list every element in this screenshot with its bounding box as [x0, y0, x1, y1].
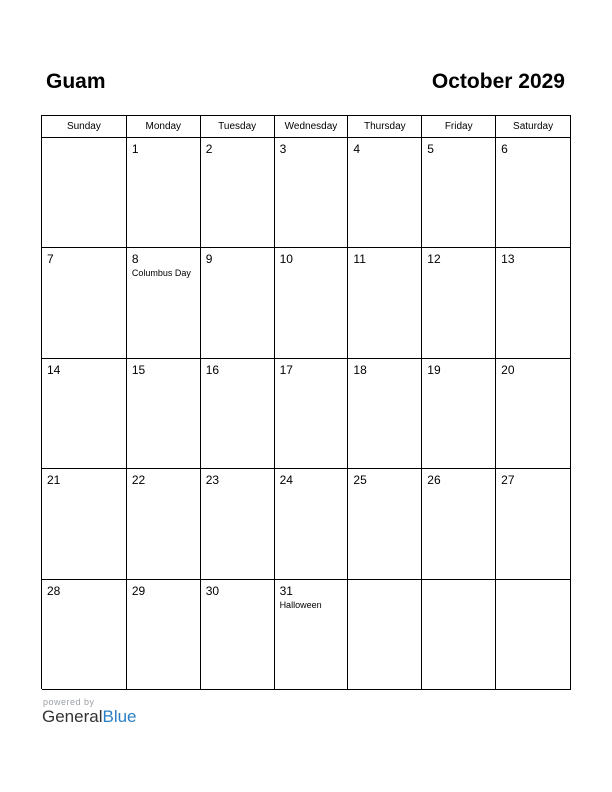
- day-number: 16: [205, 362, 220, 377]
- day-cell: [496, 248, 571, 358]
- day-cell: [496, 359, 571, 469]
- day-cell: [201, 580, 275, 690]
- day-cell: [127, 138, 201, 248]
- day-cell: [275, 580, 349, 690]
- day-number: 20: [501, 362, 515, 377]
- week-row-4: [42, 469, 571, 579]
- day-number: 7: [47, 252, 54, 267]
- day-number: 6: [501, 142, 508, 156]
- day-cell: [42, 138, 127, 248]
- week-row-1: [42, 138, 571, 248]
- week-row-3: [42, 359, 571, 469]
- day-number: 4: [353, 142, 361, 156]
- weekday-sunday: Sunday: [42, 116, 127, 138]
- day-number: 13: [501, 252, 515, 267]
- day-cell: [275, 469, 349, 579]
- day-cell: [127, 248, 201, 358]
- generalblue-logo: [42, 707, 137, 727]
- day-number: 14: [47, 362, 61, 377]
- weekday-wednesday: Wednesday: [275, 116, 349, 138]
- day-cell: [127, 359, 201, 469]
- weekday-tuesday: Tuesday: [201, 116, 275, 138]
- day-number: 31: [279, 583, 293, 598]
- weekday-friday: Friday: [422, 116, 496, 138]
- day-cell: [348, 359, 422, 469]
- calendar-grid: [41, 115, 571, 689]
- day-cell: [496, 138, 571, 248]
- day-cell: [201, 138, 275, 248]
- day-cell: [496, 580, 571, 690]
- weekday-monday: Monday: [127, 116, 201, 138]
- day-number: 2: [205, 142, 213, 156]
- day-cell: [127, 580, 201, 690]
- day-number: 9: [205, 252, 213, 267]
- day-cell: [42, 248, 127, 358]
- day-number: 23: [205, 473, 220, 488]
- day-number: 15: [131, 362, 146, 377]
- day-cell: [42, 580, 127, 690]
- logo-blue-text: Blue: [102, 707, 137, 726]
- day-number: 21: [47, 473, 61, 488]
- holiday-label: Halloween: [279, 599, 322, 610]
- day-number: 11: [353, 252, 366, 267]
- month-title: October 2029: [431, 70, 565, 93]
- day-number: 25: [353, 473, 367, 488]
- day-cell: [422, 469, 496, 579]
- day-cell: [496, 469, 571, 579]
- day-cell: [201, 469, 275, 579]
- day-cell: [422, 248, 496, 358]
- day-number: 22: [131, 473, 146, 488]
- day-number: 24: [279, 473, 293, 488]
- day-cell: [422, 580, 496, 690]
- day-number: 3: [279, 142, 287, 156]
- day-number: 27: [501, 473, 515, 488]
- weekday-saturday: Saturday: [496, 116, 571, 138]
- day-cell: [348, 248, 422, 358]
- day-cell: [348, 138, 422, 248]
- region-title: Guam: [46, 70, 106, 93]
- day-number: 28: [47, 583, 61, 598]
- day-cell: [422, 359, 496, 469]
- day-cell: [348, 580, 422, 690]
- day-number: 30: [205, 583, 220, 598]
- day-cell: [42, 359, 127, 469]
- logo-general-text: General: [42, 707, 103, 726]
- week-row-5: [42, 580, 571, 690]
- day-number: 5: [427, 142, 434, 156]
- holiday-label: Columbus Day: [131, 268, 191, 279]
- weekday-thursday: Thursday: [348, 116, 422, 138]
- day-cell: [201, 248, 275, 358]
- day-number: 12: [427, 252, 441, 267]
- day-cell: [201, 359, 275, 469]
- day-number: 10: [279, 252, 293, 267]
- day-number: 18: [353, 362, 367, 377]
- day-cell: [42, 469, 127, 579]
- day-number: 26: [427, 473, 441, 488]
- day-cell: [275, 359, 349, 469]
- day-cell: [275, 248, 349, 358]
- day-number: 1: [131, 142, 139, 156]
- day-number: 19: [427, 362, 441, 377]
- day-number: 8: [131, 252, 139, 267]
- day-number: 17: [279, 362, 293, 377]
- day-cell: [275, 138, 349, 248]
- day-cell: [348, 469, 422, 579]
- day-cell: [127, 469, 201, 579]
- weekday-header-row: [42, 116, 571, 138]
- week-row-2: [42, 248, 571, 358]
- powered-by-text: powered by: [43, 697, 95, 707]
- day-cell: [422, 138, 496, 248]
- day-number: 29: [131, 583, 146, 598]
